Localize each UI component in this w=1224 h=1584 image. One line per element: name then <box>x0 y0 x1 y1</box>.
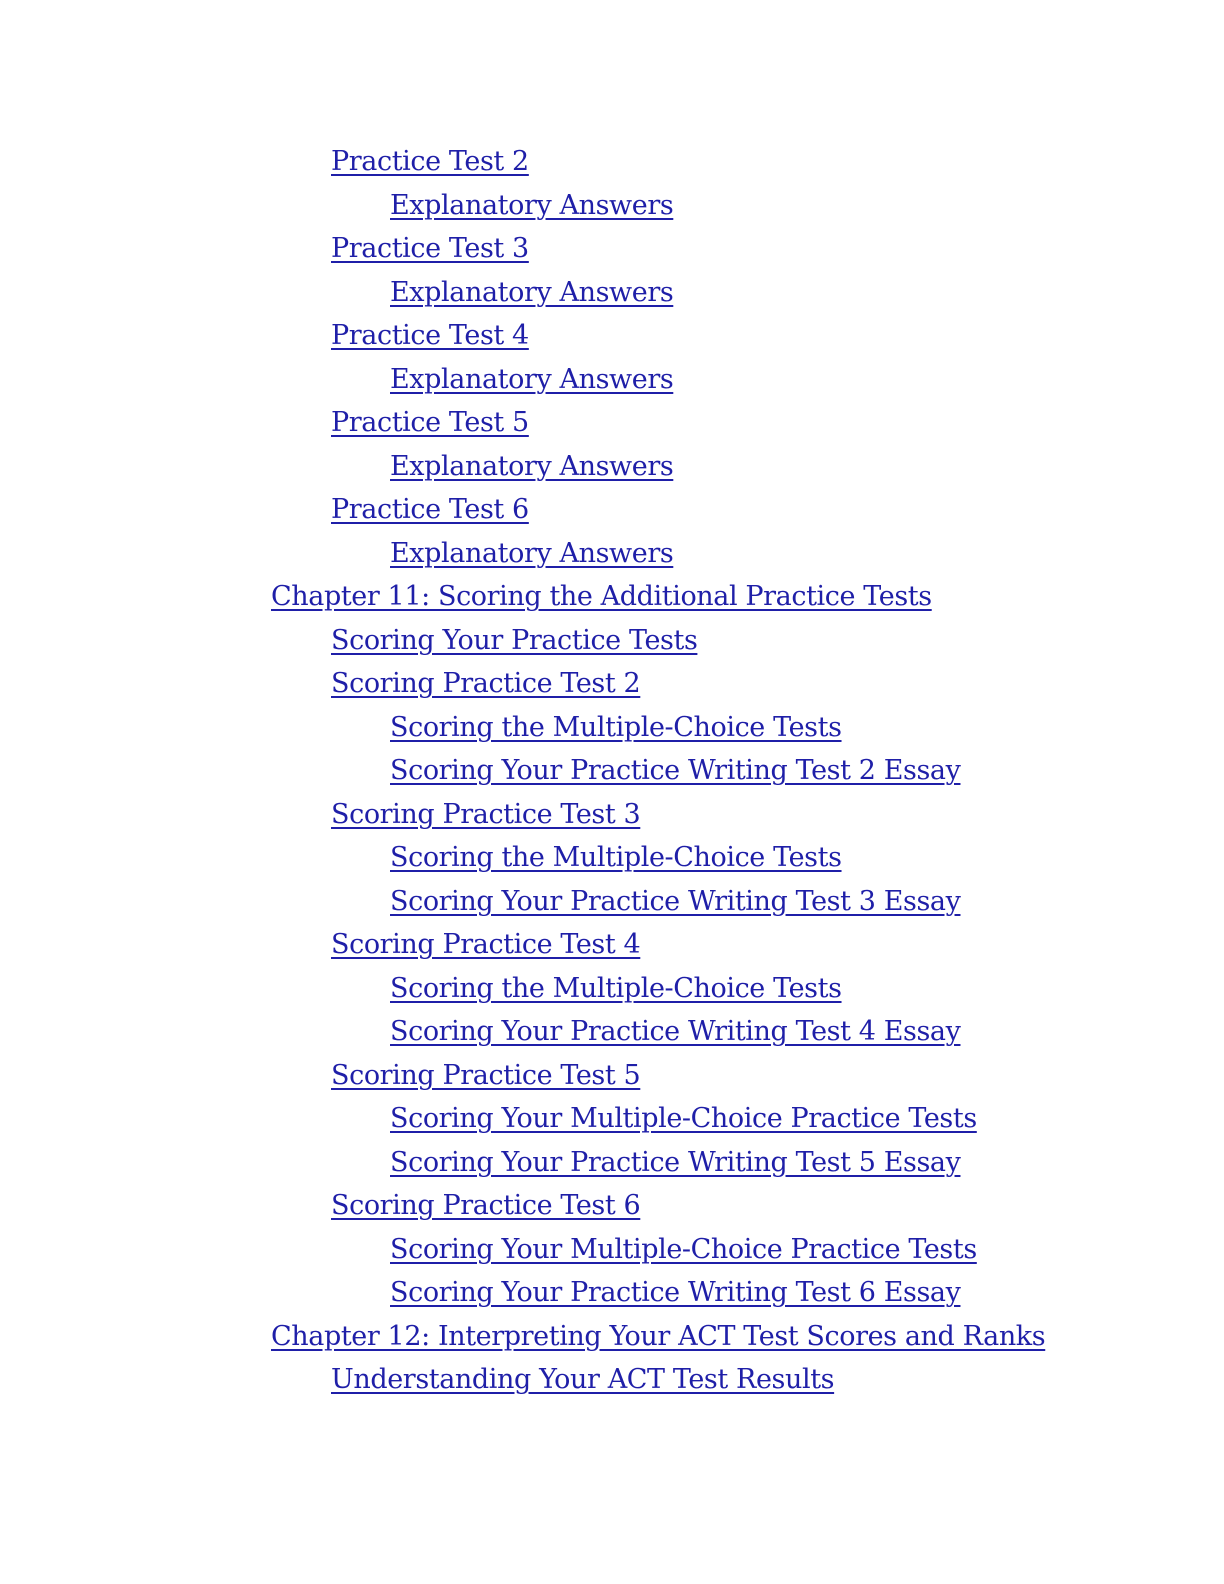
toc-section-link[interactable]: Scoring Your Practice Tests <box>331 624 698 656</box>
toc-entry <box>0 184 1224 228</box>
toc-entry <box>0 793 1224 837</box>
toc-entry <box>0 1271 1224 1315</box>
toc-section-link[interactable]: Understanding Your ACT Test Results <box>331 1364 835 1395</box>
toc-section-link[interactable]: Scoring Practice Test 2 <box>331 668 641 699</box>
toc-section-link[interactable]: Practice Test 5 <box>331 407 529 438</box>
toc-subsection-link[interactable]: Scoring Your Practice Writing Test 5 Essay <box>390 1146 961 1178</box>
toc-entry <box>0 706 1224 750</box>
toc-section-link[interactable]: Practice Test 3 <box>331 233 529 264</box>
toc-subsection-link[interactable]: Scoring Your Multiple-Choice Practice Tests <box>390 1233 977 1265</box>
toc-section-link[interactable]: Practice Test 4 <box>331 320 529 351</box>
toc-entry <box>0 575 1224 619</box>
toc-subsection-link[interactable]: Scoring the Multiple-Choice Tests <box>390 972 842 1004</box>
toc-section-link[interactable]: Scoring Practice Test 4 <box>331 929 641 960</box>
toc-entry <box>0 1228 1224 1272</box>
toc-entry <box>0 662 1224 706</box>
toc-entry <box>0 532 1224 576</box>
toc-entry <box>0 619 1224 663</box>
toc-entry <box>0 140 1224 184</box>
toc-subsection-link[interactable]: Explanatory Answers <box>390 537 674 569</box>
toc-entry <box>0 1097 1224 1141</box>
toc-subsection-link[interactable]: Explanatory Answers <box>390 189 674 221</box>
toc-entry <box>0 445 1224 489</box>
toc-subsection-link[interactable]: Scoring the Multiple-Choice Tests <box>390 842 842 873</box>
toc-entry <box>0 1054 1224 1098</box>
toc-subsection-link[interactable]: Explanatory Answers <box>390 450 674 482</box>
toc-entry <box>0 314 1224 358</box>
toc-entry <box>0 227 1224 271</box>
toc-entry <box>0 1184 1224 1228</box>
toc-entry <box>0 271 1224 315</box>
toc-section-link[interactable]: Practice Test 6 <box>331 494 529 525</box>
toc-subsection-link[interactable]: Scoring the Multiple-Choice Tests <box>390 711 842 743</box>
toc-entry <box>0 836 1224 880</box>
toc-subsection-link[interactable]: Scoring Your Multiple-Choice Practice Tests <box>390 1103 977 1134</box>
toc-entry <box>0 1141 1224 1185</box>
toc-chapter-link[interactable]: Chapter 12: Interpreting Your ACT Test Scores and Ranks <box>271 1320 1046 1352</box>
toc-entry <box>0 1358 1224 1402</box>
table-of-contents <box>0 140 1224 1402</box>
toc-section-link[interactable]: Scoring Practice Test 5 <box>331 1059 641 1091</box>
toc-entry <box>0 923 1224 967</box>
toc-entry <box>0 1315 1224 1359</box>
toc-section-link[interactable]: Scoring Practice Test 6 <box>331 1190 641 1221</box>
toc-entry <box>0 488 1224 532</box>
toc-entry <box>0 880 1224 924</box>
toc-subsection-link[interactable]: Explanatory Answers <box>390 276 674 308</box>
toc-section-link[interactable]: Scoring Practice Test 3 <box>331 798 641 830</box>
toc-entry <box>0 967 1224 1011</box>
toc-subsection-link[interactable]: Explanatory Answers <box>390 363 674 395</box>
toc-section-link[interactable]: Practice Test 2 <box>331 146 529 177</box>
toc-entry <box>0 749 1224 793</box>
toc-chapter-link[interactable]: Chapter 11: Scoring the Additional Practice Tests <box>271 581 932 612</box>
toc-entry <box>0 1010 1224 1054</box>
toc-entry <box>0 401 1224 445</box>
toc-subsection-link[interactable]: Scoring Your Practice Writing Test 2 Essay <box>390 755 961 786</box>
toc-subsection-link[interactable]: Scoring Your Practice Writing Test 3 Essay <box>390 885 961 917</box>
toc-subsection-link[interactable]: Scoring Your Practice Writing Test 6 Essay <box>390 1277 961 1308</box>
toc-entry <box>0 358 1224 402</box>
toc-subsection-link[interactable]: Scoring Your Practice Writing Test 4 Essay <box>390 1016 961 1047</box>
